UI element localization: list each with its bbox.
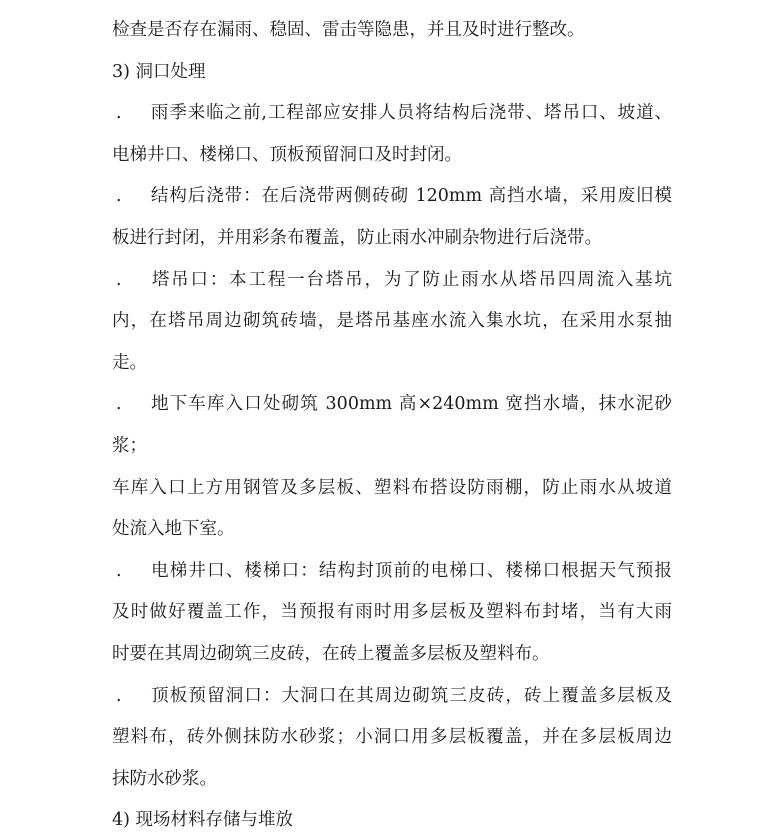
text-line <box>112 182 672 210</box>
text-line <box>112 141 672 169</box>
line-text: 3) 洞口处理 <box>112 61 206 82</box>
text-line <box>112 723 672 751</box>
text-line <box>112 640 672 668</box>
text-line <box>112 390 672 418</box>
text-line <box>112 765 672 793</box>
list-bullet: . <box>116 103 122 124</box>
line-text: 走。 <box>112 352 147 373</box>
text-line <box>112 307 672 335</box>
line-text: 内，在塔吊周边砌筑砖墙，是塔吊基座水流入集水坑，在采用水泵抽 <box>112 311 672 332</box>
line-text: 塔吊口：本工程一台塔吊，为了防止雨水从塔吊四周流入基坑 <box>150 269 672 290</box>
text-line <box>112 515 672 543</box>
text-line <box>112 682 672 710</box>
text-line <box>112 598 672 626</box>
line-text: 板进行封闭，并用彩条布覆盖，防止雨水冲刷杂物进行后浇带。 <box>112 228 602 248</box>
line-text: 地下车库入口处砌筑 300mm 高×240mm 宽挡水墙，抹水泥砂 <box>150 394 672 415</box>
line-text: 电梯井口、楼梯口：结构封顶前的电梯口、楼梯口根据天气预报 <box>150 560 672 581</box>
line-text: 时要在其周边砌筑三皮砖，在砖上覆盖多层板及塑料布。 <box>112 644 550 664</box>
text-line <box>112 557 672 585</box>
text-line <box>112 58 672 86</box>
text-line <box>112 16 672 44</box>
line-text: 检查是否存在漏雨、稳固、雷击等隐患，并且及时进行整改。 <box>112 20 585 40</box>
text-line <box>112 99 672 127</box>
line-text: 车库入口上方用钢管及多层板、塑料布搭设防雨棚，防止雨水从坡道 <box>112 477 672 498</box>
list-bullet: . <box>116 685 122 706</box>
text-line <box>112 474 672 502</box>
list-bullet: . <box>116 394 122 415</box>
text-line <box>112 266 672 294</box>
list-bullet: . <box>116 269 122 290</box>
line-text: 雨季来临之前,工程部应安排人员将结构后浇带、塔吊口、坡道、 <box>150 103 672 124</box>
line-text: 处流入地下室。 <box>112 519 235 540</box>
line-text: 结构后浇带：在后浇带两侧砖砌 120mm 高挡水墙，采用废旧模 <box>150 186 672 207</box>
line-text: 浆； <box>112 436 147 456</box>
line-text: 及时做好覆盖工作，当预报有雨时用多层板及塑料布封堵，当有大雨 <box>112 602 672 623</box>
text-line <box>112 432 672 460</box>
line-text: 4) 现场材料存储与堆放 <box>112 810 294 831</box>
line-text: 电梯井口、楼梯口、顶板预留洞口及时封闭。 <box>112 144 462 165</box>
list-bullet: . <box>116 186 122 207</box>
text-line <box>112 806 672 834</box>
text-line <box>112 349 672 377</box>
line-text: 塑料布，砖外侧抹防水砂浆；小洞口用多层板覆盖，并在多层板周边 <box>112 727 672 748</box>
list-bullet: . <box>116 560 122 581</box>
line-text: 顶板预留洞口：大洞口在其周边砌筑三皮砖，砖上覆盖多层板及 <box>150 685 672 706</box>
text-line <box>112 224 672 252</box>
line-text: 抹防水砂浆。 <box>112 768 217 789</box>
